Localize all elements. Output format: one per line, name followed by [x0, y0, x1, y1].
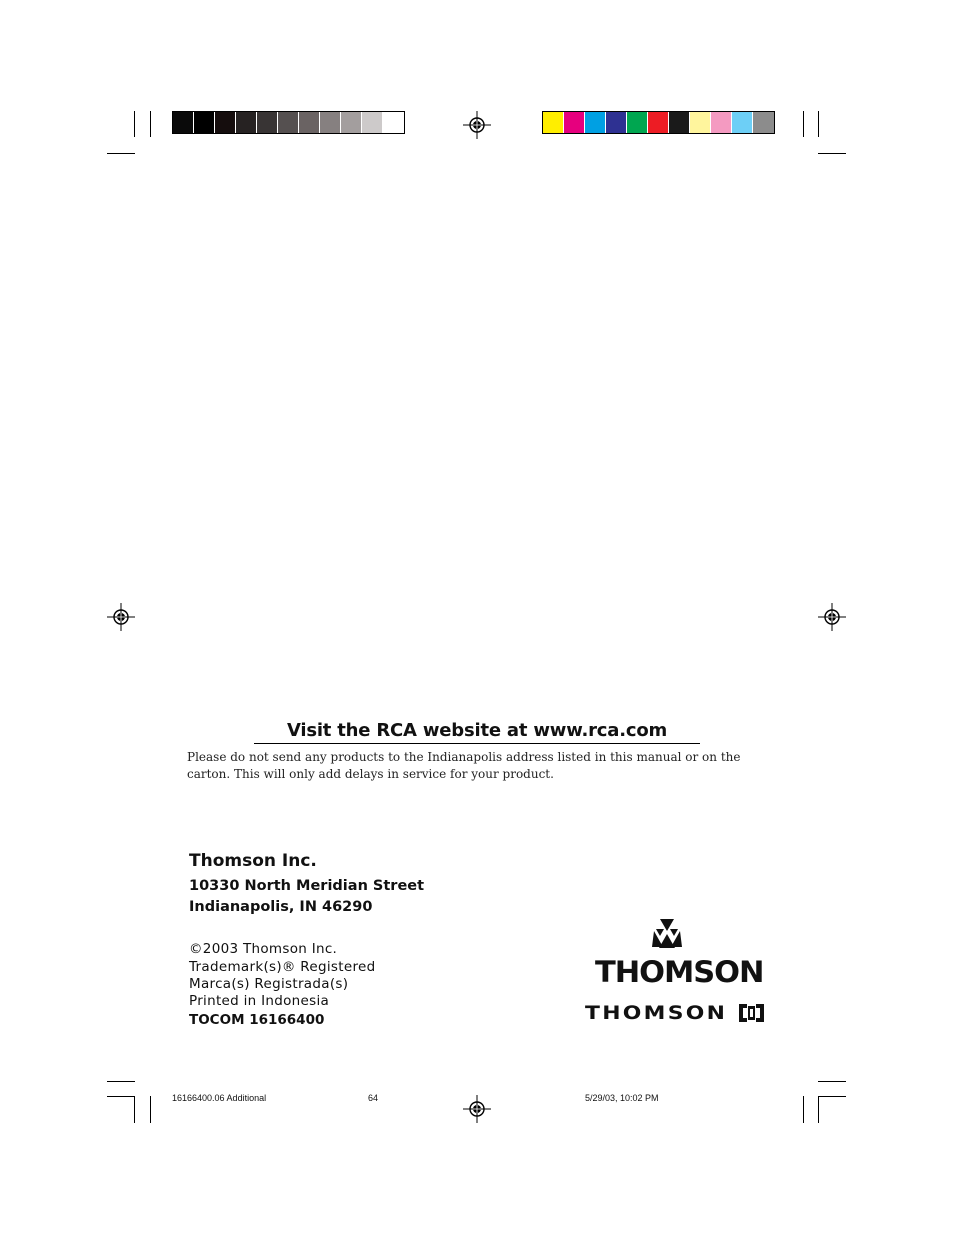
- color-swatch: [732, 112, 753, 133]
- color-swatch: [299, 112, 320, 133]
- thomson-wordmark-small: THOMSON: [585, 1002, 728, 1024]
- color-swatch: [194, 112, 215, 133]
- thomson-triangle-emblem-icon: [650, 917, 684, 951]
- color-swatch: [362, 112, 383, 133]
- color-swatch: [215, 112, 236, 133]
- shipping-notice: Please do not send any products to the Indianapolis address listed in this manual or on the carton. This will only add delays in service for your product.: [187, 750, 741, 781]
- printed-notice: Printed in Indonesia: [189, 993, 330, 1009]
- color-swatch: [753, 112, 774, 133]
- registration-target-icon: [463, 111, 491, 139]
- company-name: Thomson Inc.: [189, 851, 317, 871]
- thomson-wordmark-large: THOMSON: [595, 955, 764, 989]
- marca-notice: Marca(s) Registrada(s): [189, 976, 349, 992]
- registration-target-icon: [107, 603, 135, 631]
- cmyk-color-bar: [542, 111, 775, 134]
- address-city: Indianapolis, IN 46290: [189, 899, 373, 915]
- color-swatch: [648, 112, 669, 133]
- color-swatch: [627, 112, 648, 133]
- color-swatch: [383, 112, 404, 133]
- color-swatch: [257, 112, 278, 133]
- address-street: 10330 North Meridian Street: [189, 878, 425, 894]
- color-swatch: [669, 112, 690, 133]
- website-heading: Visit the RCA website at www.rca.com: [254, 718, 700, 744]
- color-swatch: [173, 112, 194, 133]
- footer-timestamp: 5/29/03, 10:02 PM: [585, 1093, 659, 1103]
- thomson-bracket-emblem-icon: [737, 1002, 766, 1024]
- tocom-code: TOCOM 16166400: [189, 1012, 325, 1028]
- copyright-notice: ©2003 Thomson Inc.: [189, 941, 338, 957]
- color-swatch: [711, 112, 732, 133]
- color-swatch: [278, 112, 299, 133]
- color-swatch: [320, 112, 341, 133]
- color-swatch: [564, 112, 585, 133]
- color-swatch: [341, 112, 362, 133]
- registration-target-icon: [463, 1095, 491, 1123]
- footer-filename: 16166400.06 Additional: [172, 1093, 267, 1103]
- color-swatch: [236, 112, 257, 133]
- registration-target-icon: [818, 603, 846, 631]
- grayscale-color-bar: [172, 111, 405, 134]
- color-swatch: [585, 112, 606, 133]
- color-swatch: [690, 112, 711, 133]
- color-swatch: [606, 112, 627, 133]
- trademark-notice: Trademark(s)® Registered: [189, 959, 376, 975]
- footer-page-number: 64: [368, 1093, 379, 1103]
- color-swatch: [543, 112, 564, 133]
